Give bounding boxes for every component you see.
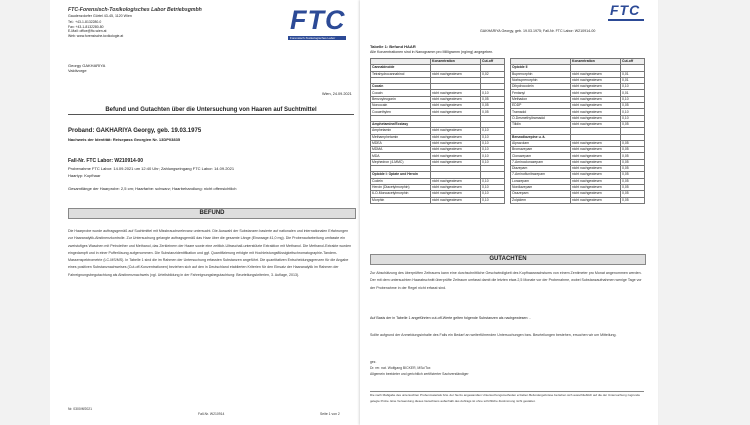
cutoff-cell: 0,05: [621, 197, 645, 203]
concentration-cell: nicht nachgewiesen: [431, 153, 481, 159]
substance-cell: O-Desmethyltramadol: [511, 115, 571, 121]
report-page-1: [50, 0, 372, 425]
concentration-cell: nicht nachgewiesen: [571, 197, 621, 203]
result-line: Auf Basis der in Tabelle 1 angeführten cut-off-Werte gelten folgende Substanzen als nachgewiesen: -: [370, 316, 531, 320]
cutoff-cell: 0,10: [481, 140, 505, 146]
concentration-cell: nicht nachgewiesen: [571, 184, 621, 190]
results-table-right: [510, 58, 645, 204]
concentration-cell: nicht nachgewiesen: [571, 115, 621, 121]
cutoff-cell: 0,05: [481, 96, 505, 102]
concentration-cell: nicht nachgewiesen: [431, 128, 481, 134]
substance-cell: Codein: [371, 178, 431, 184]
table-row: [371, 71, 505, 77]
table-row: [511, 153, 645, 159]
cutoff-cell: 0,10: [481, 178, 505, 184]
table-row: [511, 71, 645, 77]
case-number: Fall-Nr. FTC Labor: W210914-00: [68, 158, 144, 164]
footer-middle: Fall-Nr. W210914: [198, 412, 225, 416]
concentration-cell: nicht nachgewiesen: [571, 90, 621, 96]
table-row: [511, 77, 645, 83]
ftc-logo: FTC: [290, 5, 346, 35]
substance-cell: Morphin: [371, 197, 431, 203]
concentration-cell: nicht nachgewiesen: [571, 159, 621, 165]
cutoff-cell: 0,10: [621, 115, 645, 121]
concentration-cell: nicht nachgewiesen: [571, 71, 621, 77]
cutoff-cell: 0,05: [621, 103, 645, 109]
concentration-cell: nicht nachgewiesen: [431, 103, 481, 109]
table-row: [511, 184, 645, 190]
table-row: [371, 96, 505, 102]
concentration-cell: nicht nachgewiesen: [571, 166, 621, 172]
concentration-cell: nicht nachgewiesen: [571, 84, 621, 90]
table-row: [371, 159, 505, 165]
lab-contact-2: Fax: +43-1-8132280-80: [68, 24, 104, 29]
col-concentration: Konzentration: [571, 59, 621, 65]
table-note: Alle Konzentrationen sind in Nanogramm pro Milligramm (ng/mg) angegeben.: [370, 50, 494, 54]
sample-line-2: Haartyp: Kopfhaar: [68, 173, 101, 178]
concentration-cell: nicht nachgewiesen: [571, 153, 621, 159]
cutoff-cell: 0,05: [621, 184, 645, 190]
concentration-cell: nicht nachgewiesen: [431, 96, 481, 102]
results-table-left: [370, 58, 505, 204]
cutoff-cell: 0,05: [621, 153, 645, 159]
substance-cell: MDMA: [371, 147, 431, 153]
cutoff-cell: 0,05: [481, 103, 505, 109]
substance-cell: Buprenorphin: [511, 71, 571, 77]
substance-cell: Amphetamin: [371, 128, 431, 134]
substance-cell: Norbuprenorphin: [511, 77, 571, 83]
substance-cell: Cocain: [371, 84, 431, 90]
cutoff-cell: 0,10: [621, 109, 645, 115]
substance-cell: Methadon: [511, 96, 571, 102]
gutachten-heading: GUTACHTEN: [370, 254, 646, 265]
report-page-2: [360, 0, 658, 425]
table-row: [511, 115, 645, 121]
befund-text: Die Haarprobe wurde auftragsgemäß auf Suchtmittel mit Missbrauchsrelevanz untersucht. Die Auswahl der Substanzen basierte auf nationalen und internationalen Erfahrungen zur Haaranalytik-Abstinenzkontrolle. Zur Untersuchung gelangte auftragsgemäß das Haar über die gesamte Länge (Einwaage 41,0 mg). Die Probenaufarbeitung umfasste ein zweistufiges Waschen mit Petrolether und Methanol, das Zerkleinern der Haare sowie eine zeitlich-Ultraschall-unterstützte Extraktion mit Methanol. Die Methanol-Extrakte wurden eingedampft und in einer Pufferlösung aufgenommen. Die Substanzidentifikation und ggf. Quantifizierung erfolgte mit Hochleistungsflüssigkeitschromatographie-Tandem-Massenspektrometrie (LC-MS/MS). In Tabelle 1 sind die im Rahmen der Untersuchung erfassten Substanzen angeführt. Die quantitativen Entscheidungsgrenzen für die Angabe eines positiven Substanznachweises (Cut-off-Konzentrationen) beziehen sich auf den in Deutschland etablierten Kriterien für den Einsatz der Haaranalytik im Rahmen der Fahreignungsbegutachtung als Abstinenznachweis (vgl. Urteilsbildung in der Fahreignungsbegutachtung: Beurteilungskriterien, 3. Auflage, 2013).: [68, 229, 352, 277]
concentration-cell: nicht nachgewiesen: [571, 77, 621, 83]
table-row: [371, 134, 505, 140]
table-row: [511, 159, 645, 165]
concentration-cell: nicht nachgewiesen: [431, 197, 481, 203]
concentration-cell: nicht nachgewiesen: [571, 191, 621, 197]
table-row: [511, 147, 645, 153]
substance-cell: EDDP: [511, 103, 571, 109]
concentration-cell: nicht nachgewiesen: [431, 134, 481, 140]
substance-cell: Clonazepam: [511, 153, 571, 159]
signature-title: Allgemein beeideter und gerichtlich zertifizierter Sachverständiger: [370, 372, 469, 376]
concentration-cell: nicht nachgewiesen: [571, 96, 621, 102]
identity-line: Nachweis der Identität: Reisepass Georgien Nr. 13DP03835: [68, 137, 181, 142]
concentration-cell: nicht nachgewiesen: [571, 140, 621, 146]
sample-line-3: Gesamtlänge der Haarprobe: 2,5 cm; Haarfarbe: schwarz; Haarbehandlung: nicht offensichtlich: [68, 186, 237, 191]
signature-gez: gez.: [370, 360, 377, 364]
cutoff-cell: 0,05: [621, 140, 645, 146]
closing-text: Sollte aufgrund der Anmeldungsinhalte des Falls ein Bedarf an weiterführenden Untersuchungen bzw. Beurteilungen bestehen, ersuchen wir um Mitteilung.: [370, 333, 617, 337]
substance-cell: Benzodiazepine u. ä.: [511, 134, 571, 140]
lab-contact-1: Tel.: +43-1-8132280-0: [68, 20, 102, 24]
gutachten-text: Zur Abschätzung des überprüften Zeitraums kann eine durchschnittliche Geschwindigkeit des Kopfhaarwachstums von einem Zentimeter pro Monat angenommen werden. Der mit dem untersuchten Haarabschnitt überprüfte Zeitraum umfasst damit die letzten etwa 2,5 Monate vor der Probenahme, wobei Substanzaufnahmen wenige Tage vor der Probenahme in der Regel nicht erfasst sind.: [370, 271, 642, 290]
logo-underline: [608, 19, 644, 21]
cutoff-cell: 0,01: [621, 77, 645, 83]
substance-cell: Nordiazepam: [511, 184, 571, 190]
cutoff-cell: 0,05: [621, 172, 645, 178]
cutoff-cell: 0,05: [621, 121, 645, 127]
cutoff-cell: 0,01: [621, 71, 645, 77]
cutoff-cell: 0,10: [481, 153, 505, 159]
col-cutoff: Cut-off: [621, 59, 645, 65]
substance-cell: Bromazepam: [511, 147, 571, 153]
substance-cell: Fentanyl: [511, 90, 571, 96]
substance-cell: Lorazepam: [511, 178, 571, 184]
footer-right: Seite 1 von 2: [320, 412, 340, 416]
substance-cell: Opioide II: [511, 65, 571, 71]
table-row: [371, 109, 505, 115]
signature-name: Dr. rer. nat. Wolfgang BICKER, MSc/Tox: [370, 366, 431, 370]
substance-cell: Heroin (Diacetylmorphin): [371, 184, 431, 190]
cutoff-cell: 0,10: [481, 191, 505, 197]
cutoff-cell: 0,05: [621, 166, 645, 172]
sample-line-1: Probenahme FTC Labor: 14.09.2021 um 12:40 Uhr; Zahlungseingang FTC Labor: 14.09.2021: [68, 166, 235, 171]
table-title: Tabelle 1: Befund HAAR: [370, 44, 416, 49]
substance-cell: Methamphetamin: [371, 134, 431, 140]
table-row: [371, 191, 505, 197]
cutoff-cell: 0,05: [481, 109, 505, 115]
lab-address: Gaudenzdorfer Gürtel 43-45, 1120 Wien: [68, 14, 132, 18]
concentration-cell: nicht nachgewiesen: [571, 178, 621, 184]
concentration-cell: nicht nachgewiesen: [571, 172, 621, 178]
col-concentration: Konzentration: [431, 59, 481, 65]
concentration-cell: nicht nachgewiesen: [571, 103, 621, 109]
footer-left: Nr. 0300/ff/2021: [68, 407, 93, 411]
substance-cell: Dihydrocodein: [511, 84, 571, 90]
cutoff-cell: 0,10: [481, 128, 505, 134]
substance-cell: Alprazolam: [511, 140, 571, 146]
table-row: [371, 197, 505, 203]
ftc-logo-bar: Forensisch-Toxikologisches Labor: [288, 36, 346, 40]
concentration-cell: nicht nachgewiesen: [431, 191, 481, 197]
substance-cell: Tramadol: [511, 109, 571, 115]
lab-name: FTC-Forensisch-Toxikologisches Labor Betriebsgmbh: [68, 7, 202, 13]
substance-cell: Benzoylecgonin: [371, 96, 431, 102]
table-row: [511, 172, 645, 178]
concentration-cell: nicht nachgewiesen: [571, 147, 621, 153]
substance-cell: Cannabinoide: [371, 65, 431, 71]
footnote-text: Die nach Maßgabe des untersuchten Probenmaterials bzw. der hierzu angewandten Untersuchungsmethoden erzielten Befundergebnisse beziehen sich ausschließlich auf die der Untersuchung zugrunde gelegte Probe. Eine Verwendung dieses Gutachtens außerhalb des Auftrags ist ohne schriftliche Zustimmung nicht gestattet.: [370, 393, 640, 403]
cutoff-cell: 0,05: [621, 178, 645, 184]
substance-cell: Cocain: [371, 90, 431, 96]
befund-heading: BEFUND: [68, 208, 356, 219]
document-title: Befund und Gutachten über die Untersuchung von Haaren auf Suchtmittel: [68, 107, 354, 115]
place-date: Wien, 24.09.2021: [322, 92, 352, 96]
substance-cell: Oxazepam: [511, 191, 571, 197]
cutoff-cell: 0,10: [481, 90, 505, 96]
proband-line: Proband: GAKHARIYA Georgy, geb. 19.03.1975: [68, 128, 202, 134]
footnote-divider: [370, 391, 644, 392]
col-cutoff: Cut-off: [481, 59, 505, 65]
substance-cell: MDA: [371, 153, 431, 159]
lab-contact-4: Web: www.forensische-toxikologie.at: [68, 33, 124, 38]
substance-cell: Cocaethylen: [371, 109, 431, 115]
table-row: [371, 184, 505, 190]
substance-cell: 7-Aminoclonazepam: [511, 159, 571, 165]
substance-cell: Tilidin: [511, 121, 571, 127]
table-row: [371, 128, 505, 134]
cutoff-cell: 0,05: [621, 159, 645, 165]
cutoff-cell: 0,05: [621, 147, 645, 153]
cutoff-cell: 0,10: [481, 197, 505, 203]
recipient-name: Georgy GAKHARIYA: [68, 63, 106, 68]
lab-contact-3: E-Mail: office@ftc-wien.at: [68, 29, 107, 34]
cutoff-cell: 0,10: [621, 96, 645, 102]
substance-cell: Zolpidem: [511, 197, 571, 203]
table-row: [511, 84, 645, 90]
cutoff-cell: 0,10: [621, 84, 645, 90]
concentration-cell: nicht nachgewiesen: [431, 159, 481, 165]
substance-cell: Opioide I: Opiate und Heroin: [371, 172, 431, 178]
cutoff-cell: 0,10: [481, 159, 505, 165]
concentration-cell: nicht nachgewiesen: [431, 71, 481, 77]
concentration-cell: nicht nachgewiesen: [571, 121, 621, 127]
concentration-cell: nicht nachgewiesen: [431, 184, 481, 190]
substance-cell: Mephedron (4-MMC): [371, 159, 431, 165]
concentration-cell: nicht nachgewiesen: [431, 90, 481, 96]
substance-cell: MDEA: [371, 140, 431, 146]
cutoff-cell: 0,10: [481, 184, 505, 190]
cutoff-cell: 0,01: [621, 90, 645, 96]
recipient-city: Valdivorge: [68, 68, 87, 73]
substance-cell: Norcocain: [371, 103, 431, 109]
concentration-cell: nicht nachgewiesen: [431, 147, 481, 153]
substance-cell: 6-O-Monoacetylmorphin: [371, 191, 431, 197]
concentration-cell: nicht nachgewiesen: [431, 140, 481, 146]
concentration-cell: nicht nachgewiesen: [571, 109, 621, 115]
cutoff-cell: 0,10: [481, 134, 505, 140]
cutoff-cell: 0,10: [481, 147, 505, 153]
substance-cell: Tetrahydrocannabinol: [371, 71, 431, 77]
concentration-cell: nicht nachgewiesen: [431, 178, 481, 184]
cutoff-cell: 0,05: [621, 191, 645, 197]
substance-cell: Diazepam: [511, 166, 571, 172]
ftc-logo-small: FTC: [610, 2, 641, 18]
table-row: [511, 197, 645, 203]
page2-header-line: GAKHARIYA Georgy, geb. 19.03.1975; Fall-Nr. FTC Labor: W210914-00: [480, 29, 596, 33]
substance-cell: 7-Aminoflunitrazepam: [511, 172, 571, 178]
concentration-cell: nicht nachgewiesen: [431, 109, 481, 115]
substance-cell: Amphetamine/Ecstasy: [371, 121, 431, 127]
cutoff-cell: 0,02: [481, 71, 505, 77]
